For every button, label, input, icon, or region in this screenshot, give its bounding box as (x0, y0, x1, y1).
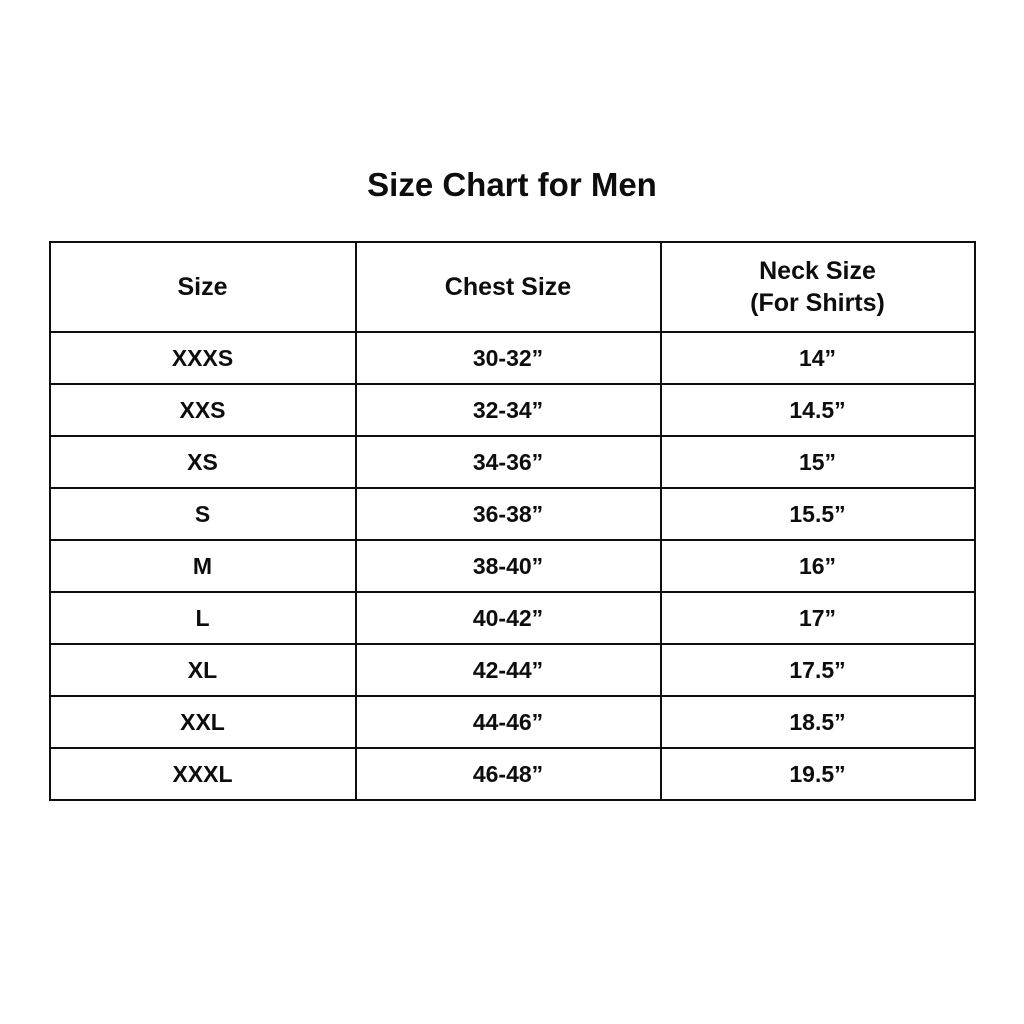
header-neck-size-line1: Neck Size (759, 257, 876, 285)
cell-neck: 17.5” (661, 644, 975, 696)
cell-size: XL (50, 644, 356, 696)
header-neck-size (661, 242, 975, 332)
cell-neck: 15.5” (661, 488, 975, 540)
cell-size: L (50, 592, 356, 644)
cell-neck: 16” (661, 540, 975, 592)
cell-chest: 30-32” (356, 332, 661, 384)
table-row (50, 332, 975, 384)
table-row (50, 540, 975, 592)
cell-neck: 14.5” (661, 384, 975, 436)
table-row (50, 592, 975, 644)
header-neck-size-line2: (For Shirts) (750, 289, 885, 317)
table-body (50, 332, 975, 800)
cell-size: XXS (50, 384, 356, 436)
cell-size: XXL (50, 696, 356, 748)
table-row (50, 488, 975, 540)
cell-size: S (50, 488, 356, 540)
header-row (50, 242, 975, 332)
cell-chest: 32-34” (356, 384, 661, 436)
cell-neck: 17” (661, 592, 975, 644)
cell-size: XXXS (50, 332, 356, 384)
table-row (50, 748, 975, 800)
cell-chest: 42-44” (356, 644, 661, 696)
cell-chest: 44-46” (356, 696, 661, 748)
table-row (50, 436, 975, 488)
table-row (50, 384, 975, 436)
table-row (50, 696, 975, 748)
cell-size: XXXL (50, 748, 356, 800)
cell-chest: 34-36” (356, 436, 661, 488)
cell-chest: 40-42” (356, 592, 661, 644)
table-header (50, 242, 975, 332)
cell-chest: 36-38” (356, 488, 661, 540)
header-size: Size (50, 242, 356, 332)
size-chart-table (49, 241, 976, 801)
cell-neck: 15” (661, 436, 975, 488)
page-title: Size Chart for Men (367, 166, 657, 203)
cell-neck: 19.5” (661, 748, 975, 800)
cell-neck: 18.5” (661, 696, 975, 748)
table-row (50, 644, 975, 696)
cell-size: XS (50, 436, 356, 488)
cell-chest: 46-48” (356, 748, 661, 800)
cell-neck: 14” (661, 332, 975, 384)
cell-size: M (50, 540, 356, 592)
header-chest-size: Chest Size (356, 242, 661, 332)
cell-chest: 38-40” (356, 540, 661, 592)
